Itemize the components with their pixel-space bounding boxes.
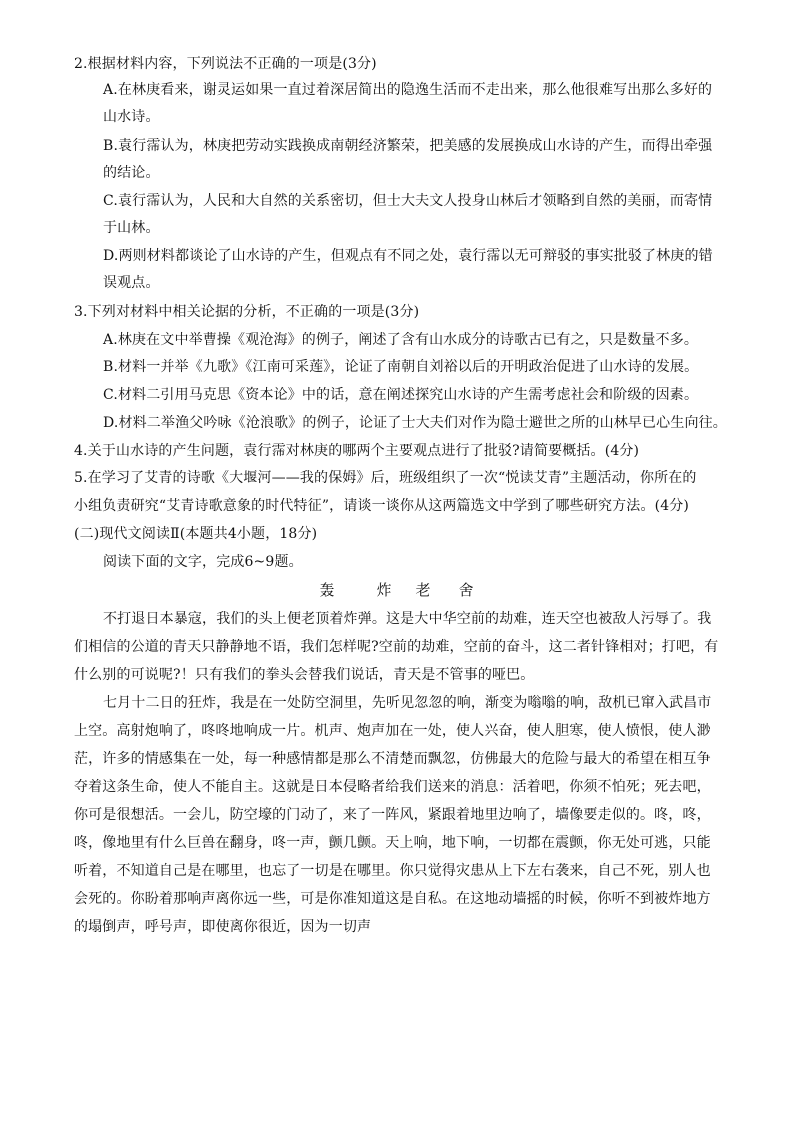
article-p2-line8: 会死的。你盼着那响声离你远一些，可是你准知道这是自私。在这地动墙摇的时候，你听不到被炸地方 xyxy=(74,891,711,907)
article-p2-line6: 咚，像地里有什么巨兽在翻身，咚一声，颤几颤。天上响，地下响，一切都在震颤，你无处可逃，只能 xyxy=(74,835,711,851)
q3-stem: 3.下列对材料中相关论据的分析，不正确的一项是(3分) xyxy=(74,304,420,320)
article-p1-line3: 什么别的可说呢?！只有我们的拳头会替我们说话，青天是不管事的哑巴。 xyxy=(74,667,535,683)
q2-option-d-line1: D.两则材料都谈论了山水诗的产生，但观点有不同之处，袁行霈以无可辩驳的事实批驳了林庚的错 xyxy=(103,248,713,264)
q5-line2: 小组负责研究“艾青诗歌意象的时代特征”，请谈一谈你从这两篇选文中学到了哪些研究方法。(4分) xyxy=(74,498,690,514)
article-p1-line2: 们相信的公道的青天只静静地不语，我们怎样呢?空前的劫难，空前的奋斗，这二者针锋相对；打吧，有 xyxy=(74,639,719,655)
q4-stem: 4.关于山水诗的产生问题，袁行霈对林庚的哪两个主要观点进行了批驳?请简要概括。(4分) xyxy=(74,443,640,459)
article-p2-line3: 茫，许多的情感集在一处，每一种感情都是那么不清楚而飘忽，仿佛最大的危险与最大的希望在相互争 xyxy=(74,751,711,767)
q3-option-b: B.材料一并举《九歌》《江南可采莲》，论证了南朝自刘裕以后的开明政治促进了山水诗的发展。 xyxy=(103,359,699,375)
q2-option-b-line1: B.袁行霈认为，林庚把劳动实践换成南朝经济繁荣，把美感的发展换成山水诗的产生，而得出牵强 xyxy=(103,138,713,154)
q5-line1: 5.在学习了艾青的诗歌《大堰河——我的保姆》后，班级组织了一次“悦读艾青”主题活动，你所在的 xyxy=(74,470,697,486)
article-title xyxy=(0,579,793,601)
reading-instruction: 阅读下面的文字，完成6~9题。 xyxy=(103,554,303,570)
q2-option-b-line2: 的结论。 xyxy=(103,165,160,181)
article-p2-line2: 上空。高射炮响了，咚咚地响成一片。机声、炮声加在一处，使人兴奋，使人胆寒，使人愤恨，使人渺 xyxy=(74,723,711,739)
article-p2-line9: 的塌倒声，呼号声，即使离你很近，因为一切声 xyxy=(74,919,372,935)
q2-option-d-line2: 误观点。 xyxy=(103,275,160,291)
article-title-char-2: 炸 xyxy=(376,581,392,599)
article-p1-line1: 不打退日本暴寇，我们的头上便老顶着炸弹。这是大中华空前的劫难，连天空也被敌人污辱了。我 xyxy=(103,611,712,627)
q3-option-c: C.材料二引用马克思《资本论》中的话，意在阐述探究山水诗的产生需考虑社会和阶级的因素。 xyxy=(103,387,699,403)
q2-option-c-line1: C.袁行霈认为，人民和大自然的关系密切，但士大夫文人投身山林后才领略到自然的美丽，而寄情 xyxy=(103,193,713,209)
article-p2-line1: 七月十二日的狂炸，我是在一处防空洞里，先听见忽忽的响，渐变为嗡嗡的响，敌机已窜入武昌市 xyxy=(103,695,712,711)
q3-option-a: A.林庚在文中举曹操《观沧海》的例子，阐述了含有山水成分的诗歌古已有之，只是数量不多。 xyxy=(103,332,699,348)
q2-option-a-line2: 山水诗。 xyxy=(103,109,160,125)
q3-option-d: D.材料二举渔父吟咏《沧浪歌》的例子，论证了士大夫们对作为隐士避世之所的山林早已心生向往。 xyxy=(103,415,727,431)
article-author-char-1: 老 xyxy=(415,581,431,599)
section-heading: (二)现代文阅读Ⅱ(本题共4小题，18分) xyxy=(74,526,318,542)
article-p2-line5: 你可是很想活。一会儿，防空壕的门动了，来了一阵风，紧跟着地里边响了，墙像要走似的。咚，咚， xyxy=(74,807,711,823)
q2-option-c-line2: 于山林。 xyxy=(103,220,160,236)
q2-stem: 2.根据材料内容，下列说法不正确的一项是(3分) xyxy=(74,56,377,72)
article-p2-line4: 夺着这条生命，使人不能自主。这就是日本侵略者给我们送来的消息：活着吧，你须不怕死；死去吧， xyxy=(74,779,711,795)
article-p2-line7: 听着，不知道自己是在哪里，也忘了一切是在哪里。你只觉得灾患从上下左右袭来，自己不死，别人也 xyxy=(74,863,711,879)
article-title-char-1: 轰 xyxy=(319,581,335,599)
article-author-char-2: 舍 xyxy=(458,581,474,599)
q2-option-a-line1: A.在林庚看来，谢灵运如果一直过着深居简出的隐逸生活而不走出来，那么他很难写出那么多好的 xyxy=(103,82,713,98)
